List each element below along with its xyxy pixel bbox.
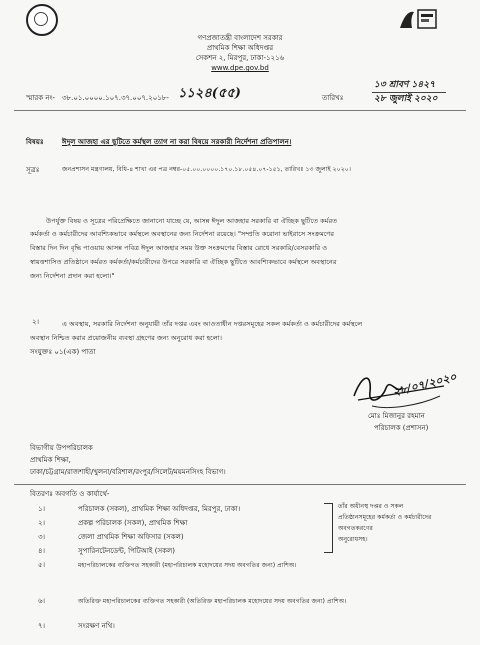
- body-para1-line1: উপর্যুক্ত বিষয় ও সূত্রের পরিপ্রেক্ষিতে জানানো যাচ্ছে যে, আসন্ন ঈদুল আজহার সরকারি বা ঐচ্ছিক ছুটিতে কর্মরত: [46, 217, 338, 225]
- date-label: তারিখঃ: [322, 94, 344, 102]
- recipient-line3: ঢাকা/চট্টগ্রাম/রাজশাহী/খুলনা/বরিশাল/রংপুর/সিলেট/ময়মনসিংহ বিভাগ।: [30, 468, 226, 476]
- dist-item-text: পরিচালক (সকল), প্রাথমিক শিক্ষা অধিদপ্তর, মিরপুর, ঢাকা।: [78, 505, 241, 513]
- side-note-line3: অবগতকরণের: [338, 525, 373, 532]
- date-divider: [372, 92, 446, 93]
- body-para1-line5: জন্য নির্দেশনা প্রদান করা হলো।": [30, 272, 115, 280]
- dist-item-num: ৩।: [38, 533, 46, 541]
- side-note-line1: তাঁর অধীনস্থ দপ্তর ও সকল: [338, 503, 404, 510]
- side-note-line4: অনুরোধসহ।: [338, 536, 368, 543]
- dist-item-text: সুপারিনটেনডেন্ট, পিটিআই (সকল): [78, 547, 175, 555]
- dist-item-num: ৫।: [38, 561, 46, 569]
- subject-label: বিষয়ঃ: [26, 138, 44, 146]
- distribution-heading: বিতরণঃ অবগতি ও কার্যার্থে-: [30, 490, 110, 498]
- date-english: ২৮ জুলাই ২০২০: [374, 94, 438, 104]
- header-government: গণপ্রজাতন্ত্রী বাংলাদেশ সরকার: [197, 34, 283, 42]
- subject-text: ঈদুল আজহা এর ছুটিতে কর্মস্থল ত্যাগ না করা বিষয়ে সরকারী নির্দেশনা প্রতিপালন।: [62, 138, 292, 146]
- body-para1-line2: কর্মকর্তা ও কর্মচারীদের আবশ্যিকভাবে কর্মস্থলে অবস্থানের জন্য নির্দেশনা রয়েছে। "সম্প্রতি করোনা ভাইরাসে সংক্রমণের: [30, 230, 335, 238]
- header-directorate: প্রাথমিক শিক্ষা অধিদপ্তর: [206, 44, 274, 52]
- body-para2-line2: অবস্থান নিশ্চিত করার প্রয়োজনীয় ব্যবস্থা গ্রহণের জন্য অনুরোধ করা হলো।: [30, 334, 223, 342]
- recipient-line2: প্রাথমিক শিক্ষা,: [30, 456, 71, 464]
- dist-item-num: ৭।: [38, 622, 46, 630]
- distribution-rule: [14, 484, 466, 485]
- memo-label: স্মারক নং-: [26, 94, 56, 102]
- distribution-bracket: [324, 503, 333, 553]
- dist-item-num: ২।: [38, 519, 46, 527]
- dist-item-num: ৪।: [38, 547, 46, 555]
- side-note-line2: প্রতিষ্ঠানসমূহের কর্মকর্তা ও কর্মচারীদের: [338, 514, 432, 521]
- government-seal-logo: [26, 4, 58, 36]
- enclosure-text: সংযুক্তঃ ০১(এক) পাতা: [30, 348, 96, 356]
- header-address: সেকশন ২, মিরপুর, ঢাকা-১২১৬: [195, 54, 285, 62]
- signatory-name: মোঃ মিজানুর রহমান: [368, 412, 425, 420]
- memo-hand-number: ১১২৪(৫৫): [178, 86, 241, 101]
- dist-item-text: অতিরিক্ত মহাপরিচালকের ব্যক্তিগত সহকারী (অতিরিক্ত মহাপরিচালক মহোদয়ের সদয় অবগতির জন্য) প্রাশিঅ।: [78, 598, 347, 605]
- body-para1-line3: বিস্তার দিন দিন বৃদ্ধি পাওয়ায় আসন্ন পবিত্র ঈদুল আজহার সময় উক্ত সংক্রমণের বিস্তার রোধে সরকারি/বেসরকারি ও: [30, 244, 328, 252]
- dist-item-text: প্রকল্প পরিচালক (সকল), প্রাথমিক শিক্ষা: [78, 519, 188, 527]
- body-para2-line1: এ অবস্থায়, সরকারি নির্দেশনা অনুযায়ী তাঁর দপ্তর এবং আওতাধীন দপ্তরসমূহের সকল কর্মকর্তা ও কর্মচারীদের কর্মস্থলে: [62, 320, 363, 328]
- dist-item-num: ১।: [38, 505, 46, 513]
- signature-date: ২৮/০৭/২০২০: [391, 370, 458, 399]
- memo-number: ৩৮.০১.০০০০.১০৭.৩৭.০০৭.২০১৮-: [62, 94, 169, 102]
- date-bangla: ১৩ শ্রাবণ ১৪২৭: [374, 80, 435, 90]
- reference-label: সূত্রঃ: [26, 166, 40, 174]
- recipient-line1: বিভাগীয় উপপরিচালক: [30, 444, 93, 452]
- signatory-designation: পরিচালক (প্রশাসন): [374, 424, 429, 432]
- dist-item-text: জেলা প্রাথমিক শিক্ষা অফিসার (সকল): [78, 533, 184, 541]
- dist-item-text: মহাপরিচালকের ব্যক্তিগত সহকারী (মহাপরিচালক মহোদয়ের সদয় অবগতির জন্য) প্রাশিঅ।: [78, 562, 297, 569]
- dist-item-text: সংরক্ষণ নথি।: [78, 622, 115, 630]
- header-rule: [14, 110, 466, 111]
- reference-text: জনপ্রশাসন মন্ত্রণালয়, বিধি-৪ শাখা এর পত্র নম্বর-০৫.০০.০০০০.১৭০.১৮.০৫৪.০৭-১৫১, তারিখঃ ১৩ জুলাই ২০২০।: [62, 166, 351, 173]
- mujib-borsho-logo: [396, 6, 440, 32]
- dist-item-num: ৬।: [38, 597, 46, 605]
- body-para1-line4: স্বায়ত্তশাসিত প্রতিষ্ঠানে কর্মরত কর্মকর্তা/কর্মচারীদের উপরে সরকারি বা ঐচ্ছিক ছুটিতে আবশ্যিকভাবে কর্মস্থলে অবস্থানের: [30, 258, 337, 266]
- header-website: www.dpe.gov.bd: [211, 64, 269, 72]
- para2-number: ২।: [32, 318, 40, 326]
